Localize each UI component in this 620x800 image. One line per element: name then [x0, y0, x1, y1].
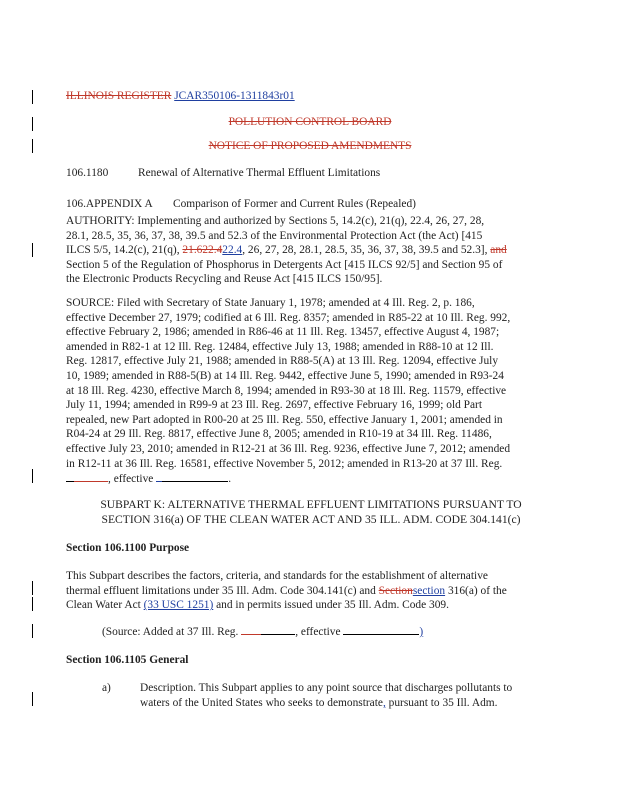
text-line: in R12-11 at 36 Ill. Reg. 16581, effective November 5, 2012; amended in R13-20 at 37 Ill. Reg. [66, 457, 503, 470]
toc-title: Renewal of Alternative Thermal Effluent Limitations [138, 167, 381, 179]
authority-paragraph [66, 214, 546, 287]
source-note: (Source: Added at 37 Ill. Reg. , effective ) [102, 626, 424, 638]
change-bar [32, 597, 33, 611]
subpart-heading: SUBPART K: ALTERNATIVE THERMAL EFFLUENT LIMITATIONS PURSUANT TO SECTION 316(a) OF THE CLEAN WATER ACT AND 35 ILL. ADM. CODE 304.141(c) [100, 498, 522, 526]
blank-field [261, 624, 295, 635]
text-line: This Subpart describes the factors, criteria, and standards for the establishment of alternative [66, 570, 488, 582]
text-line: Section 5 of the Regulation of Phosphorus in Detergents Act [415 ILCS 92/5] and Section 95 of [66, 258, 503, 271]
change-bar [32, 581, 33, 595]
inserted-text: 22.4 [222, 244, 243, 257]
toc-number: 106.1180 [66, 167, 109, 179]
deleted-text: Section [378, 584, 413, 597]
deleted-text: NOTICE OF PROPOSED AMENDMENTS [208, 140, 412, 152]
change-bar [32, 469, 33, 483]
change-bar [32, 90, 33, 104]
change-bar [32, 692, 33, 706]
text-line: the Electronic Products Recycling and Reuse Act [415 ILCS 150/95]. [66, 273, 383, 286]
blank-field [241, 624, 261, 635]
board-header [0, 115, 620, 129]
text-line: thermal effluent limitations under 35 Ill. Adm. Code 304.141(c) and Sectionsection 316(a) of the [66, 584, 507, 597]
text-line: , effective . [66, 471, 546, 487]
source-paragraph [66, 296, 546, 487]
toc-entry [66, 197, 416, 211]
deleted-text: POLLUTION CONTROL BOARD [228, 116, 392, 128]
text-line: AUTHORITY: Implementing and authorized by Sections 5, 14.2(c), 21(q), 22.4, 26, 27, 28, [66, 215, 485, 227]
text-line: repealed, new Part adopted in R00-20 at 25 Ill. Reg. 550, effective January 1, 2001; amended in [66, 413, 503, 426]
deleted-text: and [490, 244, 507, 257]
text-line: ILCS 5/5, 14.2(c), 21(q), 21.622.422.4, 26, 27, 28, 28.1, 28.5, 35, 36, 37, 38, 39.5 and 52.3], and [66, 244, 507, 257]
text-line: effective July 23, 2010; amended in R12-21 at 36 Ill. Reg. 9236, effective June 7, 2012; amended [66, 442, 511, 455]
text-line: 28.1, 28.5, 35, 36, 37, 38, 39.5 and 52.3 of the Environmental Protection Act (the Act) [415 [66, 229, 483, 242]
deleted-text: ILLINOIS REGISTER [66, 90, 172, 102]
notice-header [0, 139, 620, 153]
text-line: effective December 27, 1979; codified at 6 Ill. Reg. 8357; amended in R85-22 at 10 Ill. Reg. 992, [66, 311, 511, 324]
text-line: at 18 Ill. Reg. 4230, effective March 8, 1994; amended in R93-30 at 18 Ill. Reg. 11579, effective [66, 384, 507, 397]
blank-field [74, 471, 108, 482]
text-line: effective February 2, 1986; amended in R86-46 at 11 Ill. Reg. 13457, effective August 4, 1987; [66, 326, 500, 339]
toc-entry [66, 166, 380, 180]
section-heading: Section 106.1100 Purpose [66, 542, 190, 554]
register-header [66, 89, 295, 103]
text-line: Description. This Subpart applies to any point source that discharges pollutants to [140, 682, 513, 694]
inserted-text: (33 USC 1251) [143, 599, 214, 612]
inserted-text: section [412, 584, 446, 597]
inserted-text: ) [419, 626, 424, 638]
change-bar [32, 243, 33, 257]
text-line: SOURCE: Filed with Secretary of State January 1, 1978; amended at 4 Ill. Reg. 2, p. 186, [66, 297, 475, 309]
text-line: Clean Water Act (33 USC 1251) and in permits issued under 35 Ill. Adm. Code 309. [66, 599, 449, 612]
toc-number: 106.APPENDIX A [66, 198, 153, 210]
blank-field [162, 471, 228, 482]
text-line: amended in R82-1 at 12 Ill. Reg. 12484, effective July 13, 1988; amended in R88-10 at 12 Ill. [66, 340, 494, 353]
deleted-text: 21.622.4 [182, 244, 223, 257]
list-item-label: a) [102, 682, 111, 694]
blank-field [66, 471, 74, 482]
text-line: waters of the United States who seeks to demonstrate, pursuant to 35 Ill. Adm. [140, 696, 498, 709]
text-line: R04-24 at 29 Ill. Reg. 8817, effective June 8, 2005; amended in R10-19 at 34 Ill. Reg. 11486, [66, 428, 492, 441]
text-line: Reg. 12817, effective July 21, 1988; amended in R88-5(A) at 13 Ill. Reg. 12094, effective July [66, 355, 499, 368]
text-line: July 11, 1994; amended in R99-9 at 23 Ill. Reg. 2697, effective February 16, 1999; old Part [66, 399, 483, 412]
purpose-paragraph [66, 569, 556, 613]
inserted-text: JCAR350106-1311843r01 [174, 90, 295, 102]
section-heading: Section 106.1105 General [66, 654, 189, 666]
inserted-text: , [382, 696, 386, 709]
blank-field [343, 624, 419, 635]
text-line: 10, 1989; amended in R88-5(B) at 14 Ill. Reg. 9442, effective June 5, 1990; amended in R93-24 [66, 369, 504, 382]
toc-title: Comparison of Former and Current Rules (Repealed) [173, 198, 416, 210]
change-bar [32, 624, 33, 638]
list-item [140, 681, 550, 710]
